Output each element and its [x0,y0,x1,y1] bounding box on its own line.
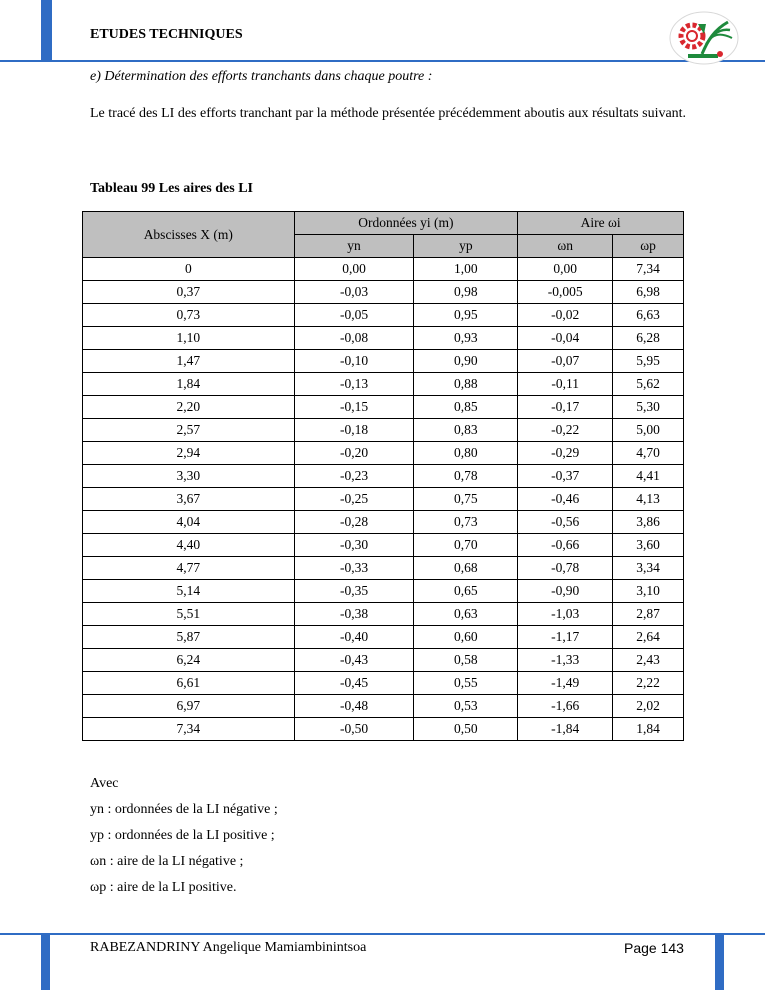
footer-author: RABEZANDRINY Angelique Mamiambinintsoa [90,940,367,955]
table-row [83,304,684,327]
table-row [83,465,684,488]
table-cell: -0,18 [294,419,414,442]
footer-accent-bar-right [715,933,724,990]
table-cell: 0,73 [414,511,518,534]
table-cell: 0,53 [414,695,518,718]
table-row [83,396,684,419]
table-cell: 0,98 [414,281,518,304]
table-cell: 3,86 [613,511,684,534]
table-row [83,419,684,442]
table-cell: 0,95 [414,304,518,327]
table-cell: 0,00 [294,258,414,281]
table-cell: -0,35 [294,580,414,603]
intro-paragraph: Le tracé des LI des efforts tranchant par la méthode présentée précédemment aboutis aux résultats suivant. [90,106,687,121]
table-cell: 2,87 [613,603,684,626]
table-cell: -0,40 [294,626,414,649]
table-cell: 6,98 [613,281,684,304]
header-yp: yp [414,235,518,258]
table-cell: -0,03 [294,281,414,304]
table-row [83,580,684,603]
table-cell: 5,62 [613,373,684,396]
table-row [83,258,684,281]
header-areas: Aire ωi [518,212,684,235]
table-cell: -0,90 [518,580,613,603]
table-cell: 0,85 [414,396,518,419]
footer-rule [0,933,765,935]
table-cell: 0,80 [414,442,518,465]
table-row [83,373,684,396]
table-cell: -0,30 [294,534,414,557]
table-cell: 6,24 [83,649,295,672]
note-yp: yp : ordonnées de la LI positive ; [90,828,275,843]
table-cell: -0,04 [518,327,613,350]
table-cell: 1,10 [83,327,295,350]
table-cell: 0,75 [414,488,518,511]
table-cell: -0,10 [294,350,414,373]
table-cell: 0,50 [414,718,518,741]
table-cell: -0,15 [294,396,414,419]
table-cell: 7,34 [83,718,295,741]
table-cell: -0,33 [294,557,414,580]
header-accent-bar [41,0,52,62]
table-row [83,695,684,718]
table-cell: 4,04 [83,511,295,534]
table-cell: -0,23 [294,465,414,488]
table-cell: 2,64 [613,626,684,649]
header-title: ETUDES TECHNIQUES [90,27,243,42]
table-cell: 5,14 [83,580,295,603]
table-cell: 0,90 [414,350,518,373]
table-cell: -0,43 [294,649,414,672]
table-cell: -0,05 [294,304,414,327]
table-cell: -1,17 [518,626,613,649]
table-cell: -0,37 [518,465,613,488]
table-cell: -0,66 [518,534,613,557]
table-row [83,281,684,304]
header-yn: yn [294,235,414,258]
table-cell: -0,50 [294,718,414,741]
table-cell: 2,94 [83,442,295,465]
header-ordinates: Ordonnées yi (m) [294,212,518,235]
table-cell: 0,70 [414,534,518,557]
li-areas-table [82,211,684,741]
table-cell: -0,46 [518,488,613,511]
table-cell: -1,33 [518,649,613,672]
table-row [83,718,684,741]
table-row [83,488,684,511]
table-cell: -0,48 [294,695,414,718]
table-row [83,350,684,373]
table-cell: 6,28 [613,327,684,350]
table-cell: -0,45 [294,672,414,695]
table-cell: -0,78 [518,557,613,580]
institution-logo-icon [668,10,740,66]
table-cell: 0,83 [414,419,518,442]
table-cell: 4,77 [83,557,295,580]
table-cell: -0,17 [518,396,613,419]
header-wn: ωn [518,235,613,258]
note-wp: ωp : aire de la LI positive. [90,880,237,895]
table-cell: 3,60 [613,534,684,557]
table-cell: 2,43 [613,649,684,672]
table-cell: 5,95 [613,350,684,373]
notes-intro: Avec [90,776,119,791]
note-yn: yn : ordonnées de la LI négative ; [90,802,278,817]
table-cell: 3,30 [83,465,295,488]
table-cell: 3,67 [83,488,295,511]
table-cell: 6,61 [83,672,295,695]
section-title: e) Détermination des efforts tranchants dans chaque poutre : [90,69,433,84]
table-cell: 0,55 [414,672,518,695]
table-cell: 1,84 [613,718,684,741]
table-cell: 0,88 [414,373,518,396]
table-cell: 2,20 [83,396,295,419]
table-caption: Tableau 99 Les aires des LI [90,181,253,196]
table-cell: 4,13 [613,488,684,511]
notes-block [90,771,278,901]
table-cell: -0,28 [294,511,414,534]
table-cell: 5,87 [83,626,295,649]
table-cell: -0,25 [294,488,414,511]
table-cell: 3,34 [613,557,684,580]
table-row [83,672,684,695]
table-row [83,442,684,465]
table-row [83,534,684,557]
table-cell: 1,00 [414,258,518,281]
table-cell: 0,68 [414,557,518,580]
table-cell: 0,37 [83,281,295,304]
table-cell: 3,10 [613,580,684,603]
table-row [83,603,684,626]
note-wn: ωn : aire de la LI négative ; [90,854,244,869]
table-cell: -0,005 [518,281,613,304]
table-cell: 4,70 [613,442,684,465]
table-row [83,327,684,350]
table-cell: -0,22 [518,419,613,442]
header-abscissa: Abscisses X (m) [83,212,295,258]
table-cell: 0,60 [414,626,518,649]
header-rule [0,60,765,62]
table-cell: 7,34 [613,258,684,281]
table-cell: -0,13 [294,373,414,396]
table-cell: -1,66 [518,695,613,718]
table-cell: 0 [83,258,295,281]
table-cell: 0,93 [414,327,518,350]
table-cell: 5,51 [83,603,295,626]
table-cell: 0,58 [414,649,518,672]
table-cell: 2,57 [83,419,295,442]
table-cell: -0,11 [518,373,613,396]
table-cell: 0,78 [414,465,518,488]
table-cell: 5,30 [613,396,684,419]
table-cell: 1,47 [83,350,295,373]
table-cell: -0,38 [294,603,414,626]
table-cell: 0,00 [518,258,613,281]
table-cell: 1,84 [83,373,295,396]
table-cell: -0,56 [518,511,613,534]
table-row [83,626,684,649]
table-cell: 2,02 [613,695,684,718]
table-cell: 2,22 [613,672,684,695]
table-row [83,649,684,672]
table-body [83,258,684,741]
table-cell: -1,49 [518,672,613,695]
table-cell: -0,29 [518,442,613,465]
table-cell: -1,03 [518,603,613,626]
table-cell: 4,41 [613,465,684,488]
table-cell: 0,63 [414,603,518,626]
table-cell: -1,84 [518,718,613,741]
table-cell: 0,73 [83,304,295,327]
table-cell: 6,63 [613,304,684,327]
table-row [83,557,684,580]
table-cell: 6,97 [83,695,295,718]
header-wp: ωp [613,235,684,258]
page-number: Page 143 [624,940,684,956]
footer-accent-bar-left [41,933,50,990]
table-cell: 4,40 [83,534,295,557]
table-cell: -0,07 [518,350,613,373]
table-cell: -0,02 [518,304,613,327]
table-cell: 0,65 [414,580,518,603]
table-cell: -0,08 [294,327,414,350]
table-cell: 5,00 [613,419,684,442]
table-row [83,511,684,534]
table-cell: -0,20 [294,442,414,465]
